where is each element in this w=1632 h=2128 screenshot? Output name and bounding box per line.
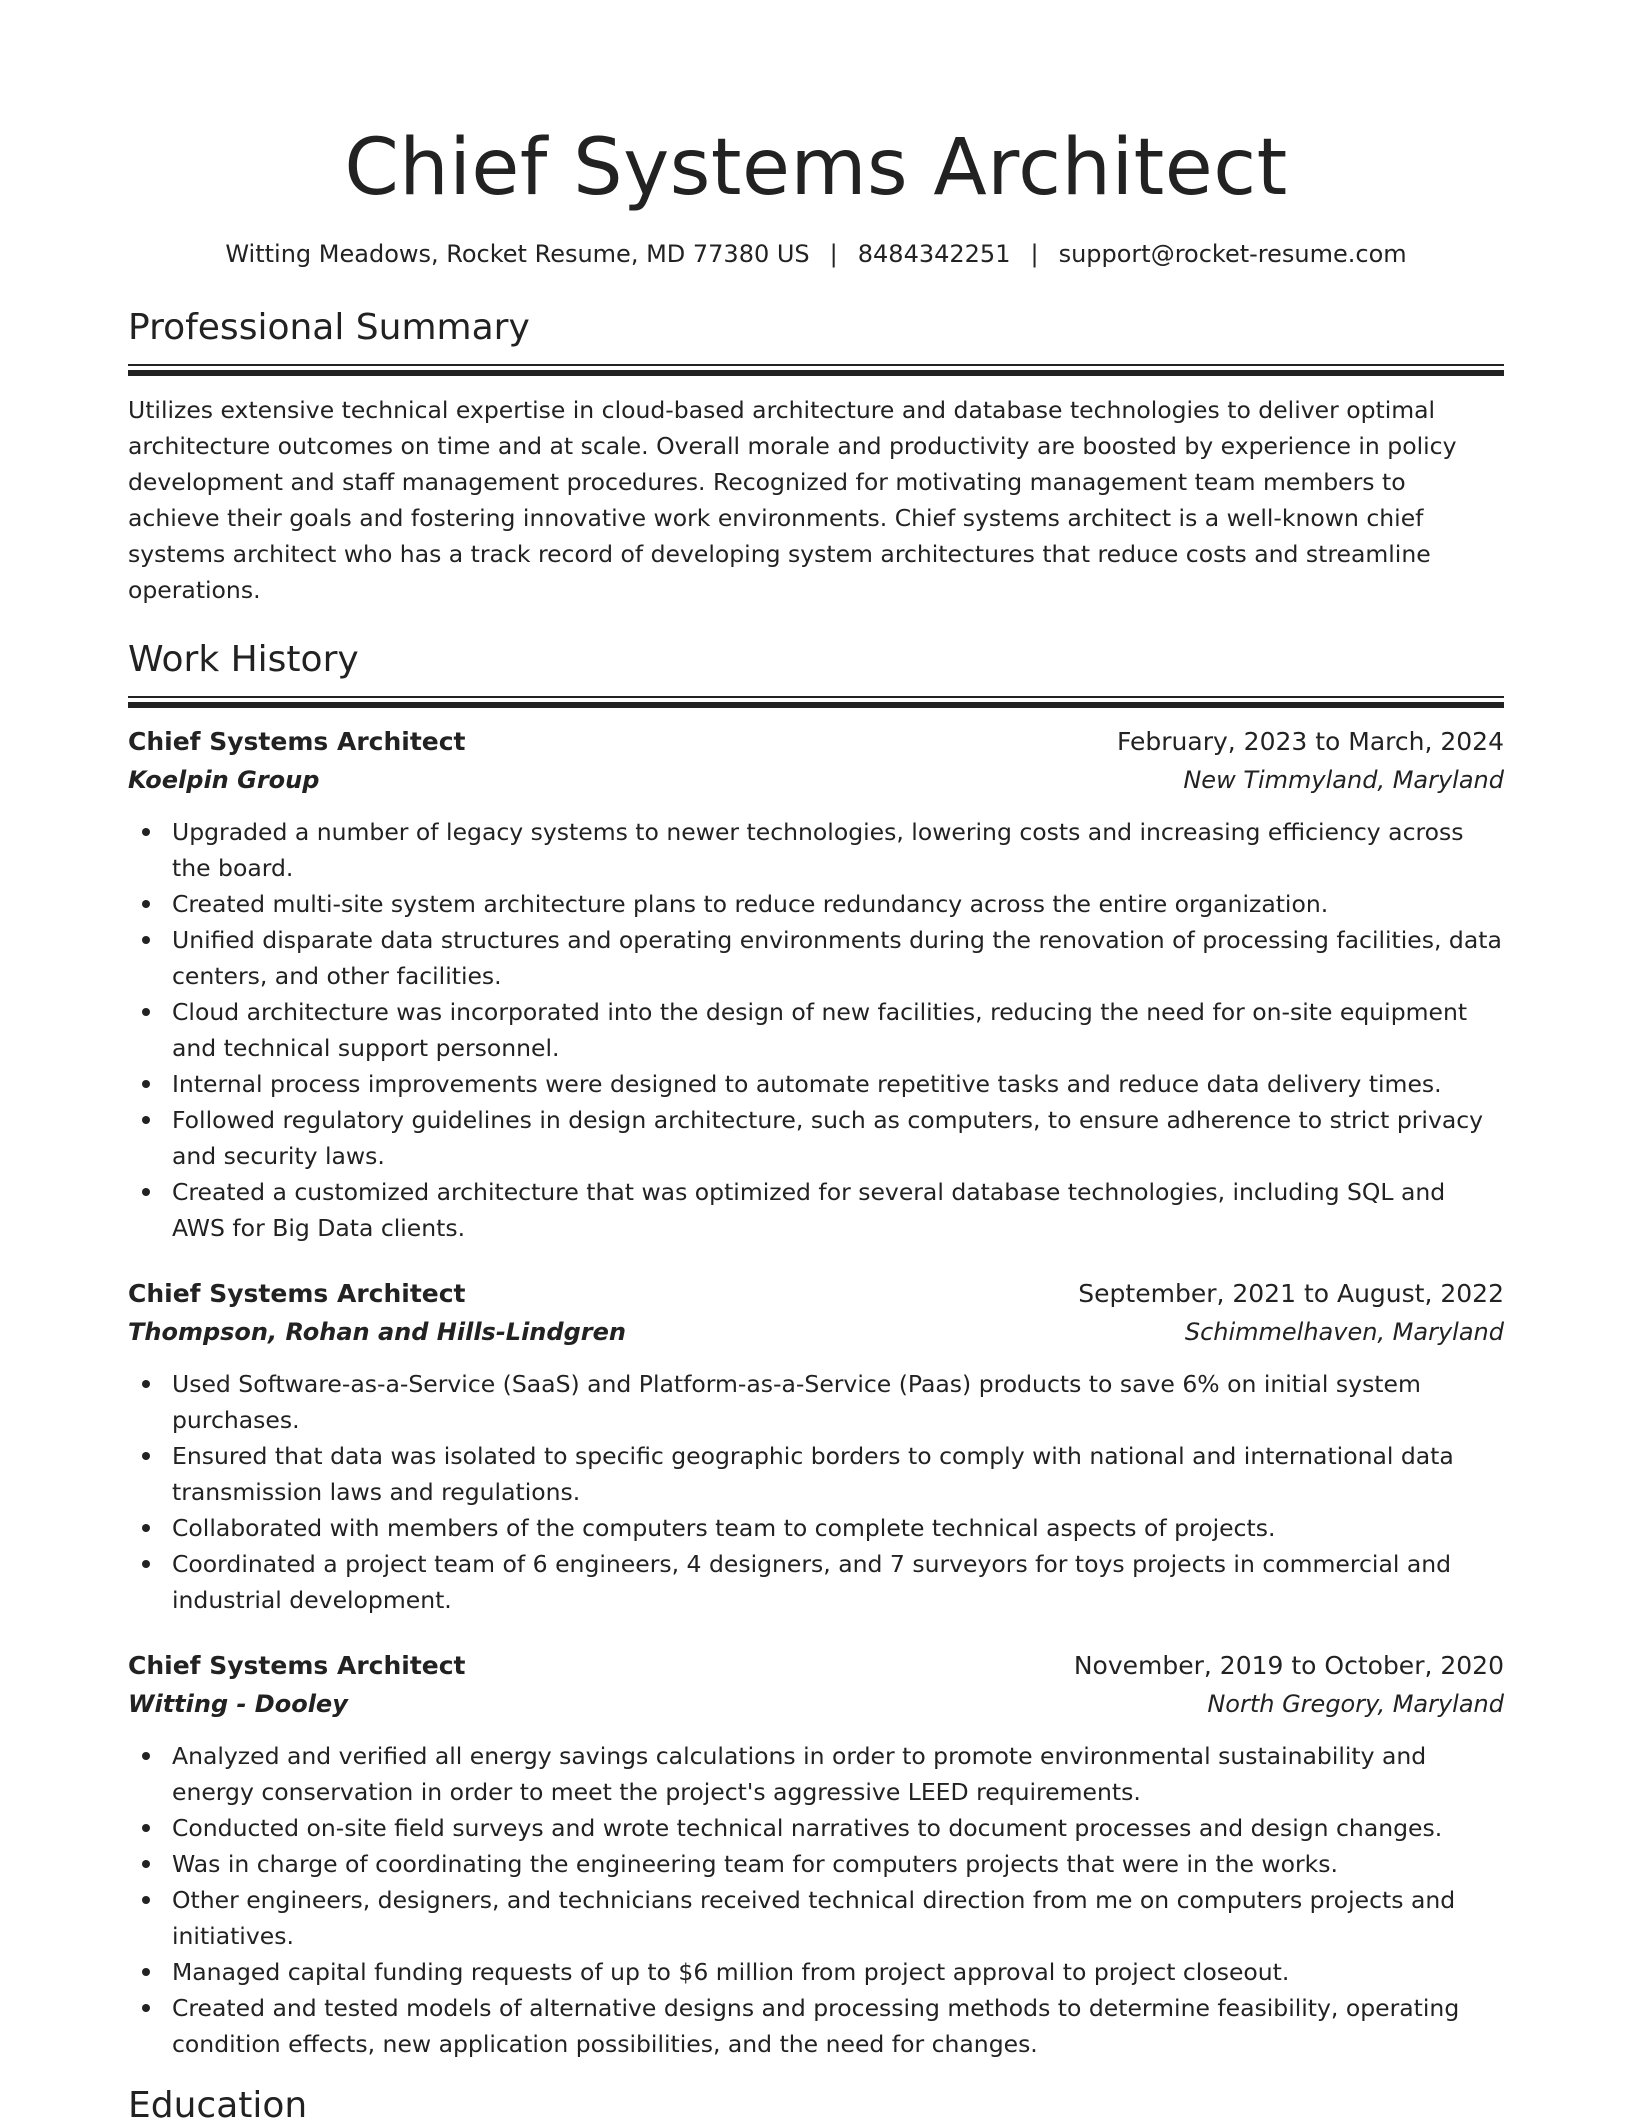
- section-heading-work-history: Work History: [128, 639, 359, 680]
- job-dates: November, 2019 to October, 2020: [1073, 1651, 1504, 1680]
- job-entry: [128, 1648, 1504, 2062]
- job-title: Chief Systems Architect: [128, 1279, 466, 1308]
- job-bullet: Managed capital funding requests of up to $6 million from project approval to project closeout.: [172, 1954, 1504, 1990]
- job-bullet: Cloud architecture was incorporated into the design of new facilities, reducing the need for on-site equipment and technical support personnel.: [172, 994, 1504, 1066]
- job-location: New Timmyland, Maryland: [1183, 766, 1504, 794]
- summary-section: [128, 306, 1504, 608]
- job-bullet: Upgraded a number of legacy systems to newer technologies, lowering costs and increasing efficiency across the board.: [172, 814, 1504, 886]
- job-bullet: Conducted on-site field surveys and wrote technical narratives to document processes and design changes.: [172, 1810, 1504, 1846]
- job-title: Chief Systems Architect: [128, 727, 466, 756]
- resume-page: [128, 0, 1504, 2128]
- job-company: Witting - Dooley: [128, 1690, 348, 1718]
- job-bullet: Ensured that data was isolated to specific geographic borders to comply with national and international data transmission laws and regulations.: [172, 1438, 1504, 1510]
- job-location: North Gregory, Maryland: [1207, 1690, 1504, 1718]
- contact-address: Witting Meadows, Rocket Resume, MD 77380 US: [225, 240, 810, 268]
- job-bullet: Analyzed and verified all energy savings calculations in order to promote environmental sustainability and energy conservation in order to meet the project's aggressive LEED requirements.: [172, 1738, 1504, 1810]
- job-bullet-list: [128, 1366, 1504, 1618]
- job-entry: [128, 724, 1504, 1246]
- job-dates: September, 2021 to August, 2022: [1078, 1279, 1504, 1308]
- section-heading-education: Education: [128, 2085, 308, 2126]
- work-history-section: [128, 638, 1504, 2062]
- section-divider: [128, 696, 1504, 708]
- job-company: Thompson, Rohan and Hills-Lindgren: [128, 1318, 626, 1346]
- job-bullet: Created a customized architecture that was optimized for several database technologies, including SQL and AWS for Big Data clients.: [172, 1174, 1504, 1246]
- contact-email: support@rocket-resume.com: [1058, 240, 1407, 268]
- contact-separator: |: [829, 240, 838, 268]
- section-heading-summary: Professional Summary: [128, 307, 530, 348]
- summary-text: Utilizes extensive technical expertise in cloud-based architecture and database technologies to deliver optimal architecture outcomes on time and at scale. Overall morale and productivity are boosted by experience in policy development and staff management procedures. Recognized for motivating management team members to achieve their goals and fostering innovative work environments. Chief systems architect is a well-known chief systems architect who has a track record of developing system architectures that reduce costs and streamline operations.: [128, 396, 1457, 604]
- job-bullet: Other engineers, designers, and technicians received technical direction from me on computers projects and initiatives.: [172, 1882, 1504, 1954]
- job-bullet: Used Software-as-a-Service (SaaS) and Platform-as-a-Service (Paas) products to save 6% on initial system purchases.: [172, 1366, 1504, 1438]
- resume-title: Chief Systems Architect: [344, 123, 1288, 213]
- job-bullet: Unified disparate data structures and operating environments during the renovation of processing facilities, data centers, and other facilities.: [172, 922, 1504, 994]
- contact-phone: 8484342251: [857, 240, 1011, 268]
- job-title: Chief Systems Architect: [128, 1651, 466, 1680]
- section-divider: [128, 364, 1504, 376]
- job-bullet: Created multi-site system architecture plans to reduce redundancy across the entire organization.: [172, 886, 1504, 922]
- education-section: [128, 2084, 1504, 2128]
- job-bullet: Created and tested models of alternative designs and processing methods to determine feasibility, operating condition effects, new application possibilities, and the need for changes.: [172, 1990, 1504, 2062]
- job-bullet-list: [128, 1738, 1504, 2062]
- job-bullet: Was in charge of coordinating the engineering team for computers projects that were in the works.: [172, 1846, 1504, 1882]
- job-bullet: Followed regulatory guidelines in design architecture, such as computers, to ensure adherence to strict privacy and security laws.: [172, 1102, 1504, 1174]
- contact-separator: |: [1030, 240, 1039, 268]
- job-bullet: Coordinated a project team of 6 engineers, 4 designers, and 7 surveyors for toys projects in commercial and industrial development.: [172, 1546, 1504, 1618]
- job-dates: February, 2023 to March, 2024: [1116, 727, 1504, 756]
- contact-line: [128, 238, 1504, 270]
- job-entry: [128, 1276, 1504, 1618]
- job-bullet-list: [128, 814, 1504, 1246]
- job-bullet: Collaborated with members of the computers team to complete technical aspects of projects.: [172, 1510, 1504, 1546]
- job-company: Koelpin Group: [128, 766, 320, 794]
- job-bullet: Internal process improvements were designed to automate repetitive tasks and reduce data delivery times.: [172, 1066, 1504, 1102]
- job-location: Schimmelhaven, Maryland: [1184, 1318, 1504, 1346]
